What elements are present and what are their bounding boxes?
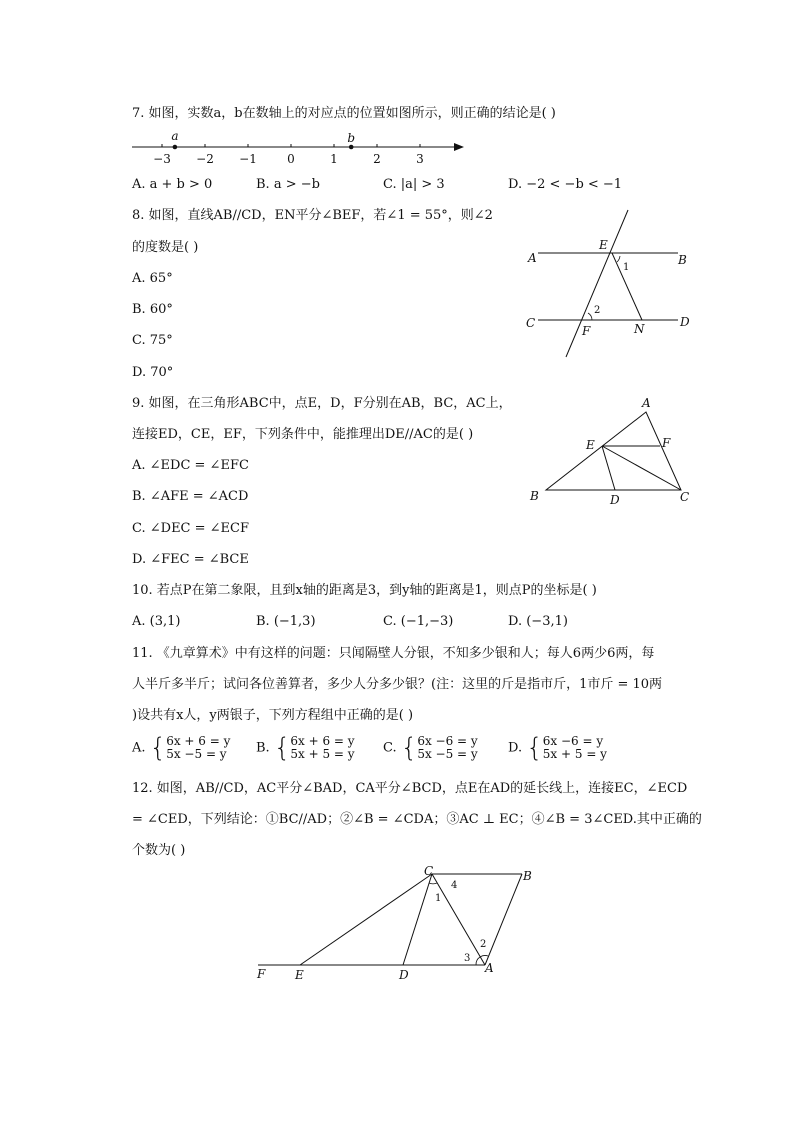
q9-option-d[interactable]: D. ∠FEC = ∠BCE bbox=[132, 552, 249, 567]
q8-option-a[interactable]: A. 65° bbox=[132, 271, 173, 286]
q9-figure bbox=[524, 392, 704, 512]
fig8-label-e: E bbox=[599, 238, 608, 252]
fig12-label-e: E bbox=[295, 968, 304, 982]
q8-stem-line2: 的度数是( ) bbox=[132, 240, 199, 255]
q11-option-d[interactable] bbox=[508, 735, 607, 761]
fig12-label-d: D bbox=[399, 968, 409, 982]
segment-ca bbox=[432, 874, 485, 965]
q12-stem-line3: 个数为( ) bbox=[132, 843, 186, 858]
q11-option-c-eq2: 5x −5 = y bbox=[417, 747, 478, 761]
angle-mark-a bbox=[476, 957, 480, 965]
fig12-angle-2: 2 bbox=[480, 939, 487, 950]
q7-option-d[interactable]: D. −2 < −b < −1 bbox=[508, 177, 623, 192]
q8-option-d[interactable]: D. 70° bbox=[132, 365, 174, 380]
q8-stem-line1: 8. 如图，直线AB//CD，EN平分∠BEF，若∠1 = 55°，则∠2 bbox=[132, 208, 493, 223]
segment-ce bbox=[300, 874, 432, 965]
brace-icon: { bbox=[400, 733, 418, 763]
angle-mark-a2 bbox=[480, 955, 488, 957]
brace-icon: { bbox=[526, 733, 543, 763]
q10-option-b[interactable]: B. (−1,3) bbox=[256, 614, 316, 629]
transversal-ef bbox=[566, 210, 628, 357]
fig8-label-d: D bbox=[680, 315, 690, 329]
angle-2-arc bbox=[588, 313, 592, 320]
segment-cd bbox=[403, 874, 432, 965]
q8-option-c[interactable]: C. 75° bbox=[132, 333, 173, 348]
fig12-label-c: C bbox=[424, 864, 434, 878]
fig12-angle-1: 1 bbox=[435, 893, 442, 904]
q7-option-a[interactable]: A. a + b > 0 bbox=[132, 177, 213, 192]
q9-stem-line1: 9. 如图，在三角形ABC中，点E，D，F分别在AB，BC，AC上， bbox=[132, 396, 512, 411]
fig8-angle-1: 1 bbox=[623, 262, 630, 273]
q11-stem-line1: 11. 《九章算术》中有这样的问题：只闻隔壁人分银，不知多少银和人；每人6两少6两，每 bbox=[132, 646, 655, 661]
q11-option-b-eq2: 5x + 5 = y bbox=[290, 747, 355, 761]
q11-option-d-eq1: 6x −6 = y bbox=[542, 734, 604, 748]
point-b-marker bbox=[349, 145, 354, 150]
fig12-angle-3: 3 bbox=[464, 953, 471, 964]
fig8-label-f: F bbox=[582, 324, 591, 338]
q11-stem-line3: )设共有x人，y两银子，下列方程组中正确的是( ) bbox=[132, 708, 414, 723]
fig12-angle-4: 4 bbox=[451, 880, 458, 891]
q9-option-a[interactable]: A. ∠EDC = ∠EFC bbox=[132, 458, 249, 473]
fig9-label-e: E bbox=[586, 438, 595, 452]
q11-option-b[interactable] bbox=[256, 735, 355, 761]
angle-mark-c bbox=[429, 883, 437, 884]
q11-option-c-eq1: 6x −6 = y bbox=[417, 734, 478, 748]
number-line-tick-label: 0 bbox=[287, 152, 295, 166]
q8-option-b[interactable]: B. 60° bbox=[132, 302, 173, 317]
q9-option-b[interactable]: B. ∠AFE = ∠ACD bbox=[132, 489, 249, 504]
brace-icon: { bbox=[273, 733, 291, 763]
q12-stem-line1: 12. 如图，AB//CD，AC平分∠BAD，CA平分∠BCD，点E在AD的延长线上，连接EC，∠ECD bbox=[132, 781, 688, 796]
number-line-tick-label: 3 bbox=[416, 152, 424, 166]
q8-figure bbox=[522, 205, 702, 365]
q9-option-c[interactable]: C. ∠DEC = ∠ECF bbox=[132, 521, 250, 536]
segment-ec bbox=[602, 446, 681, 490]
q7-stem: 7. 如图，实数a，b在数轴上的对应点的位置如图所示，则正确的结论是( ) bbox=[132, 106, 556, 121]
point-a-marker bbox=[173, 145, 178, 150]
q7-number-line bbox=[128, 128, 478, 168]
number-line-tick-label: −3 bbox=[153, 152, 171, 166]
q11-stem-line2: 人半斤多半斤；试问各位善算者，多少人分多少银？(注：这里的斤是指市斤，1市斤 = 10两 bbox=[132, 677, 663, 692]
q10-option-c[interactable]: C. (−1,−3) bbox=[383, 614, 454, 629]
fig8-angle-2: 2 bbox=[594, 305, 601, 316]
q11-option-d-letter: D. bbox=[508, 740, 523, 756]
fig8-label-c: C bbox=[526, 316, 536, 330]
fig12-label-b: B bbox=[523, 869, 532, 883]
fig9-label-f: F bbox=[662, 436, 671, 450]
brace-icon: { bbox=[149, 733, 167, 763]
fig8-label-n: N bbox=[634, 322, 645, 336]
q12-figure bbox=[252, 862, 552, 987]
segment-ab bbox=[485, 874, 522, 965]
q11-option-a-eq1: 6x + 6 = y bbox=[166, 734, 231, 748]
fig9-label-d: D bbox=[610, 493, 620, 507]
angle-1-arc bbox=[617, 256, 620, 262]
q11-option-d-eq2: 5x + 5 = y bbox=[542, 747, 607, 761]
q10-option-a[interactable]: A. (3,1) bbox=[132, 614, 181, 629]
q11-option-a[interactable] bbox=[132, 735, 230, 761]
number-line-tick-label: −2 bbox=[196, 152, 214, 166]
fig9-label-a: A bbox=[642, 396, 651, 410]
q9-stem-line2: 连接ED，CE，EF，下列条件中，能推理出DE//AC的是( ) bbox=[132, 427, 474, 442]
q10-stem: 10. 若点P在第二象限，且到x轴的距离是3，到y轴的距离是1，则点P的坐标是( ) bbox=[132, 583, 597, 598]
q10-option-d[interactable]: D. (−3,1) bbox=[508, 614, 568, 629]
q7-option-c[interactable]: C. |a| > 3 bbox=[383, 177, 445, 192]
q11-option-a-letter: A. bbox=[132, 740, 146, 756]
fig8-label-a: A bbox=[528, 251, 537, 265]
q7-option-b[interactable]: B. a > −b bbox=[256, 177, 320, 192]
fig9-label-c: C bbox=[680, 490, 690, 504]
point-a-label: a bbox=[171, 129, 179, 143]
number-line-tick-label: 1 bbox=[330, 152, 338, 166]
q11-option-b-eq1: 6x + 6 = y bbox=[290, 734, 355, 748]
q11-option-a-eq2: 5x −5 = y bbox=[166, 747, 227, 761]
q11-option-c[interactable] bbox=[383, 735, 478, 761]
q11-option-b-letter: B. bbox=[256, 740, 270, 756]
fig12-label-a: A bbox=[485, 961, 494, 975]
point-b-label: b bbox=[347, 131, 356, 145]
fig9-label-b: B bbox=[530, 489, 539, 503]
number-line-arrow bbox=[454, 143, 464, 151]
q11-option-c-letter: C. bbox=[383, 740, 397, 756]
fig12-label-f: F bbox=[257, 967, 266, 981]
number-line-tick-label: −1 bbox=[239, 152, 257, 166]
q12-stem-line2: = ∠CED，下列结论：①BC//AD；②∠B = ∠CDA；③AC ⊥ EC；④∠B = 3∠CED.其中正确的 bbox=[132, 812, 702, 827]
fig8-label-b: B bbox=[678, 253, 687, 267]
number-line-tick-label: 2 bbox=[373, 152, 381, 166]
